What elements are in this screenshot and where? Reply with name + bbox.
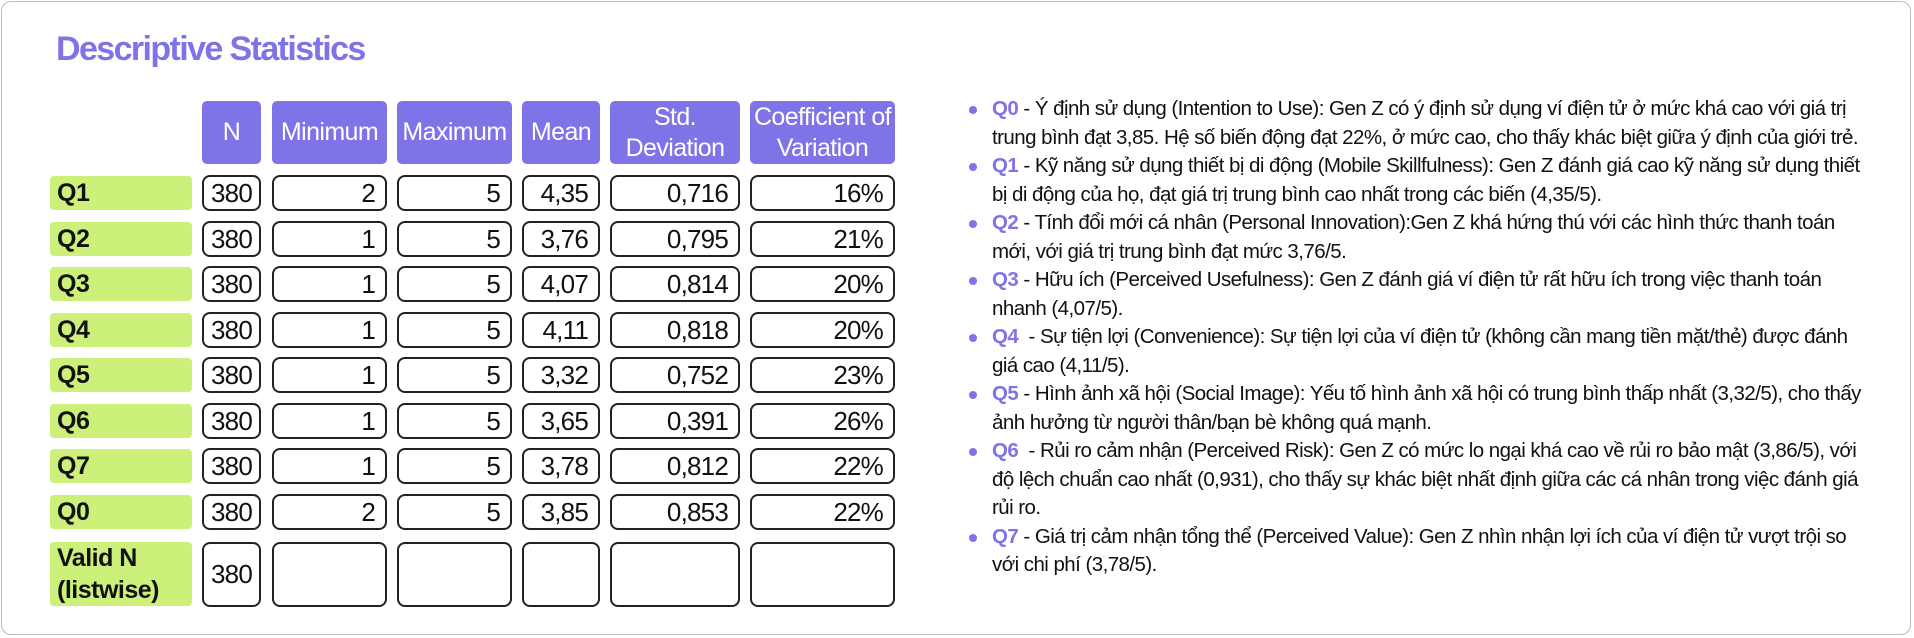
row-label: Q7: [50, 449, 192, 483]
bullet-icon: [969, 220, 977, 228]
note-key: Q3: [992, 268, 1019, 291]
note-key: Q0: [992, 97, 1019, 120]
note-text: - Ý định sử dụng (Intention to Use): Gen Z có ý định sử dụng ví điện tử ở mức khá cao với giá trị trung bình đạt 3,85. Hệ số biến động đạt 22%, ở mức cao, cho thấy khác biệt giữa ý định của giới trẻ.: [992, 97, 1859, 149]
cell-mean: 3,85: [522, 494, 600, 530]
note-text: - Giá trị cảm nhận tổng thể (Perceived Value): Gen Z nhìn nhận lợi ích của ví điện tử vượt trội so với chi phí (3,78/5).: [992, 524, 1852, 576]
cell-maximum: 5: [397, 175, 512, 211]
note-item: [967, 209, 1867, 266]
note-item: [967, 323, 1867, 380]
row-label: Q4: [50, 313, 192, 347]
cell-empty: [750, 542, 895, 607]
note-item: [967, 152, 1867, 209]
cell-empty: [610, 542, 740, 607]
cell-n: 380: [202, 494, 261, 530]
cell-n: 380: [202, 357, 261, 393]
cell-mean: 3,76: [522, 221, 600, 257]
cell-n: 380: [202, 448, 261, 484]
cell-minimum: 1: [272, 403, 387, 439]
note-key: Q6: [992, 439, 1019, 462]
note-key: Q7: [992, 524, 1019, 548]
row-label: Q2: [50, 222, 192, 256]
cell-maximum: 5: [397, 403, 512, 439]
cell-std-deviation: 0,814: [610, 266, 740, 302]
cell-minimum: 1: [272, 357, 387, 393]
cell-maximum: 5: [397, 357, 512, 393]
cell-coefficient-of-variation: 22%: [750, 494, 895, 530]
cell-empty: [272, 542, 387, 607]
row-label: Q5: [50, 358, 192, 392]
cell-coefficient-of-variation: 20%: [750, 312, 895, 348]
row-label-valid-n: Valid N (listwise): [50, 542, 192, 606]
cell-coefficient-of-variation: 20%: [750, 266, 895, 302]
cell-std-deviation: 0,818: [610, 312, 740, 348]
bullet-icon: [969, 334, 977, 342]
cell-minimum: 1: [272, 312, 387, 348]
cell-n: 380: [202, 175, 261, 211]
bullet-icon: [969, 448, 977, 456]
cell-coefficient-of-variation: 23%: [750, 357, 895, 393]
cell-coefficient-of-variation: 21%: [750, 221, 895, 257]
bullet-icon: [969, 163, 977, 171]
note-key: Q5: [992, 382, 1019, 405]
cell-std-deviation: 0,853: [610, 494, 740, 530]
note-text: - Sự tiện lợi (Convenience): Sự tiện lợi của ví điện tử (không cần mang tiền mặt/thẻ) được đánh giá cao (4,11/5).: [992, 325, 1853, 377]
row-label: Q3: [50, 267, 192, 301]
cell-std-deviation: 0,716: [610, 175, 740, 211]
bullet-icon: [969, 277, 977, 285]
note-item: [967, 266, 1867, 323]
note-item: [967, 523, 1867, 580]
cell-mean: 3,32: [522, 357, 600, 393]
cell-n: 380: [202, 403, 261, 439]
cell-n: 380: [202, 312, 261, 348]
cell-std-deviation: 0,795: [610, 221, 740, 257]
row-label: Q0: [50, 495, 192, 529]
cell-empty: [397, 542, 512, 607]
col-header-n: N: [202, 101, 261, 164]
cell-std-deviation: 0,752: [610, 357, 740, 393]
cell-mean: 4,35: [522, 175, 600, 211]
cell-minimum: 2: [272, 494, 387, 530]
cell-coefficient-of-variation: 16%: [750, 175, 895, 211]
row-label: Q6: [50, 404, 192, 438]
cell-mean: 3,65: [522, 403, 600, 439]
col-header-minimum: Minimum: [272, 101, 387, 164]
bullet-icon: [969, 391, 977, 399]
note-text: - Hữu ích (Perceived Usefulness): Gen Z đánh giá ví điện tử rất hữu ích trong việc thanh toán nhanh (4,07/5).: [992, 268, 1827, 320]
note-text: - Kỹ năng sử dụng thiết bị di động (Mobile Skillfulness): Gen Z đánh giá cao kỹ năng sử dụng thiết bị di động của họ, đạt giá trị trung bình cao nhất trong các biến (4,35/5).: [992, 154, 1865, 206]
cell-maximum: 5: [397, 266, 512, 302]
page-title: Descriptive Statistics: [56, 30, 365, 68]
bullet-icon: [969, 106, 977, 114]
cell-std-deviation: 0,812: [610, 448, 740, 484]
bullet-icon: [969, 534, 977, 542]
note-text: - Rủi ro cảm nhận (Perceived Risk): Gen Z có mức lo ngại khá cao về rủi ro bảo mật (3,86/5), với độ lệch chuẩn cao nhất (0,931), cho thấy sự khác biệt nhất định giữa các cá nhân trong việc đánh giá rủi ro.: [992, 439, 1864, 519]
cell-minimum: 1: [272, 448, 387, 484]
cell-mean: 4,11: [522, 312, 600, 348]
cell-empty: [522, 542, 600, 607]
cell-minimum: 1: [272, 266, 387, 302]
row-label: Q1: [50, 176, 192, 210]
note-key: Q1: [992, 154, 1019, 177]
note-key: Q2: [992, 211, 1019, 234]
cell-valid-n: 380: [202, 542, 261, 607]
notes-list: [967, 95, 1867, 580]
cell-maximum: 5: [397, 448, 512, 484]
note-key: Q4: [992, 325, 1019, 348]
cell-mean: 3,78: [522, 448, 600, 484]
note-item: [967, 380, 1867, 437]
note-text: - Tính đổi mới cá nhân (Personal Innovation):Gen Z khá hứng thú với các hình thức thanh toán mới, với giá trị trung bình đạt mức 3,76/5.: [992, 211, 1840, 263]
cell-minimum: 1: [272, 221, 387, 257]
note-text: - Hình ảnh xã hội (Social Image): Yếu tố hình ảnh xã hội có trung bình thấp nhất (3,32/5), cho thấy ảnh hưởng từ người thân/bạn bè không quá mạnh.: [992, 382, 1867, 434]
cell-minimum: 2: [272, 175, 387, 211]
cell-maximum: 5: [397, 221, 512, 257]
cell-n: 380: [202, 266, 261, 302]
cell-maximum: 5: [397, 494, 512, 530]
col-header-maximum: Maximum: [397, 101, 512, 164]
cell-mean: 4,07: [522, 266, 600, 302]
cell-coefficient-of-variation: 26%: [750, 403, 895, 439]
note-item: [967, 95, 1867, 152]
col-header-mean: Mean: [522, 101, 600, 164]
cell-n: 380: [202, 221, 261, 257]
cell-coefficient-of-variation: 22%: [750, 448, 895, 484]
cell-maximum: 5: [397, 312, 512, 348]
cell-std-deviation: 0,391: [610, 403, 740, 439]
col-header-std-deviation: Std. Deviation: [610, 101, 740, 164]
note-item: [967, 437, 1867, 523]
col-header-coefficient-of-variation: Coefficient of Variation: [750, 101, 895, 164]
